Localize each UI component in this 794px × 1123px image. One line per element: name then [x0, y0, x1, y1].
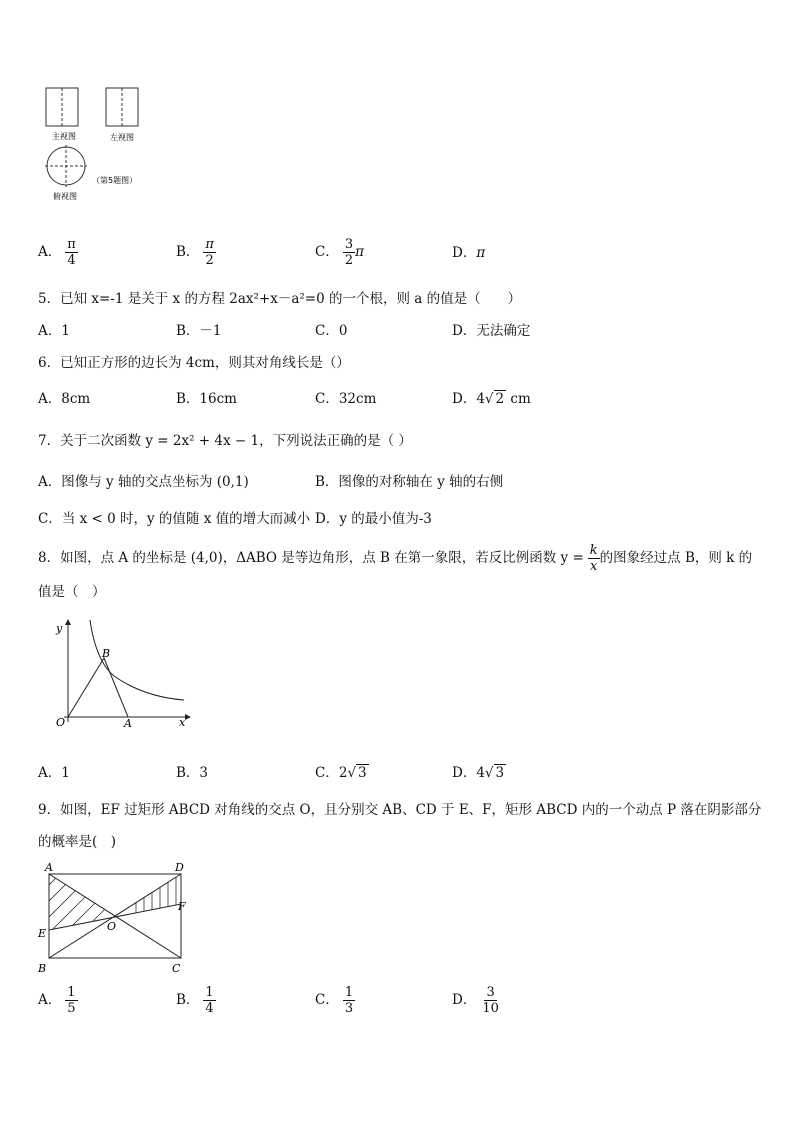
q5-option-b[interactable]: B．－1	[176, 323, 222, 339]
q7-option-b[interactable]: B．图像的对称轴在 y 轴的右侧	[315, 474, 504, 490]
q9-option-d[interactable]: D． $\frac{3}{10}$	[452, 985, 499, 1016]
q9-stem-line2: 的概率是( )	[38, 834, 117, 850]
q8-option-a[interactable]: A．1	[38, 765, 70, 781]
q8-label-o: O	[56, 716, 66, 729]
q8-triangle	[68, 658, 128, 717]
q9-label-o: O	[107, 920, 117, 933]
left-view-label: 左视图	[110, 133, 134, 142]
q6-option-d[interactable]: D．4√ 2 cm	[452, 391, 531, 407]
q7-option-a[interactable]: A．图像与 y 轴的交点坐标为 (0,1)	[38, 474, 249, 490]
three-views-figure	[40, 84, 150, 204]
q8-label-a: A	[124, 717, 132, 730]
q4-option-d[interactable]: D．π	[452, 245, 486, 261]
q4-option-a[interactable]: A． $\frac{\pi}{4}$	[38, 237, 76, 268]
q9-option-c[interactable]: C． $\frac{1}{3}$	[315, 985, 354, 1016]
q9-label-f: F	[178, 900, 186, 913]
q8-option-b[interactable]: B．3	[176, 765, 209, 781]
q6-option-a[interactable]: A．8cm	[38, 391, 91, 407]
q5-option-a[interactable]: A．1	[38, 323, 70, 339]
q4-option-b[interactable]: B． $\frac{\pi}{2}$	[176, 237, 214, 268]
q8-stem-line1: 8．如图，点 A 的坐标是 (4,0)，ΔABO 是等边角形，点 B 在第一象限，若反比例函数 y = $\frac{k}{x}$ 的图象经过点 B，则 k 的	[38, 543, 753, 574]
q5-stem: 5．已知 x=-1 是关于 x 的方程 2ax²+x－a²=0 的一个根，则 a 的值是（ ）	[38, 291, 522, 307]
q9-stem-line1: 9．如图，EF 过矩形 ABCD 对角线的交点 O，且分别交 AB、CD 于 E、F，矩形 ABCD 内的一个动点 P 落在阴影部分	[38, 802, 762, 818]
q6-option-c[interactable]: C．32cm	[315, 391, 377, 407]
figure-caption: （第5题图）	[92, 176, 138, 185]
q8-option-d[interactable]: D．4√ 3	[452, 765, 505, 781]
q9-figure	[36, 858, 196, 978]
top-view-label: 俯视图	[53, 192, 77, 201]
q7-stem: 7．关于二次函数 y = 2x² + 4x − 1，下列说法正确的是（ ）	[38, 433, 412, 449]
q4-option-c[interactable]: C． $\frac{3}{2}$ π	[315, 237, 364, 268]
q6-stem: 6．已知正方形的边长为 4cm，则其对角线长是（）	[38, 355, 350, 371]
q7-option-d[interactable]: D．y 的最小值为-3	[315, 511, 432, 527]
q9-label-c: C	[172, 962, 181, 975]
q8-option-c[interactable]: C．2√ 3	[315, 765, 367, 781]
q9-shade-right	[136, 868, 176, 928]
q7-option-c[interactable]: C．当 x < 0 时，y 的值随 x 值的增大而减小	[38, 511, 311, 527]
q8-label-y: y	[56, 622, 63, 635]
q6-option-b[interactable]: B．16cm	[176, 391, 237, 407]
q8-hyperbola	[90, 620, 184, 700]
q9-label-b: B	[38, 962, 47, 975]
front-view-label: 主视图	[52, 132, 76, 141]
q8-stem-line2: 值是（ ）	[38, 584, 106, 600]
q9-label-a: A	[45, 861, 53, 874]
q9-option-a[interactable]: A． $\frac{1}{5}$	[38, 985, 76, 1016]
q9-label-d: D	[175, 861, 184, 874]
q8-label-b: B	[102, 647, 111, 660]
q9-label-e: E	[38, 927, 47, 940]
q8-figure	[50, 618, 195, 730]
q9-shade-left	[36, 860, 106, 958]
q9-option-b[interactable]: B． $\frac{1}{4}$	[176, 985, 214, 1016]
q5-option-c[interactable]: C．0	[315, 323, 348, 339]
q5-option-d[interactable]: D．无法确定	[452, 323, 531, 339]
q8-label-x: x	[179, 716, 186, 729]
